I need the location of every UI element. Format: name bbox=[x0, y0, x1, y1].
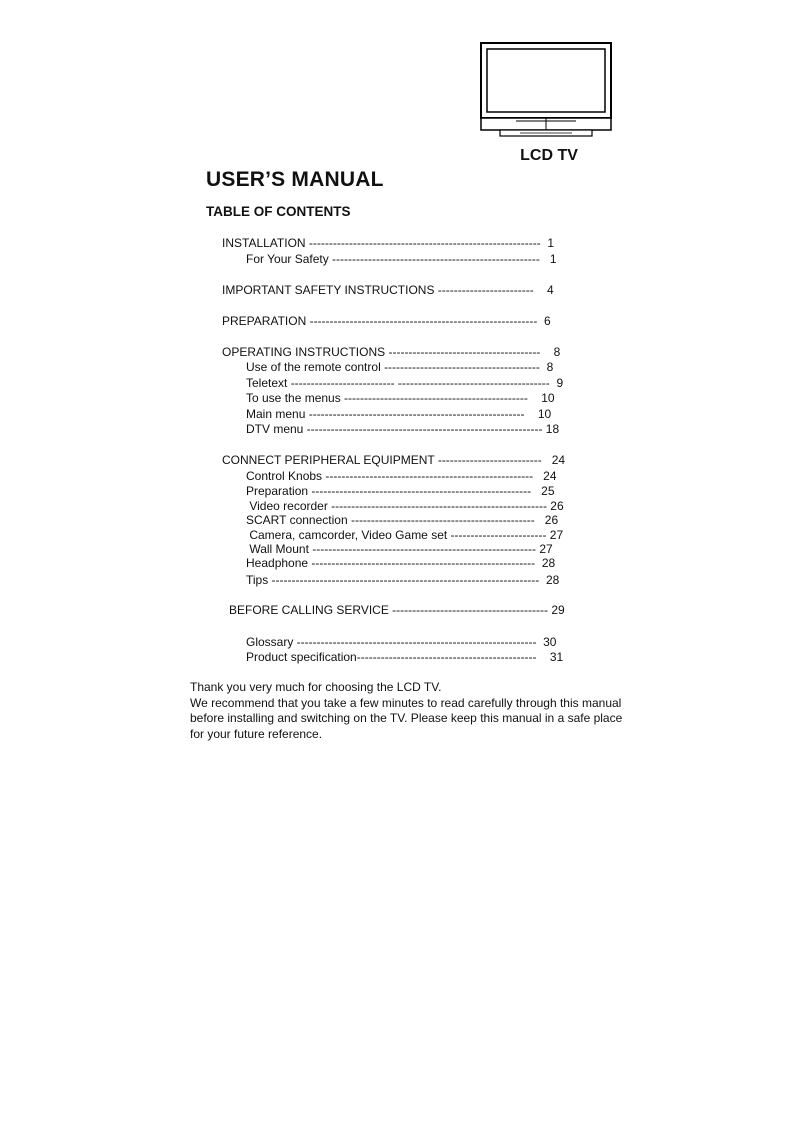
lcd-tv-illustration bbox=[480, 42, 612, 142]
toc-entry-teletext: Teletext -------------------------- -------------------------------------- 9 bbox=[246, 376, 564, 390]
toc-entry-dtv-menu: DTV menu ----------------------------------------------------------- 18 bbox=[246, 422, 560, 436]
toc-entry-control-knobs: Control Knobs ---------------------------------------------------- 24 bbox=[246, 469, 557, 483]
toc-entry-scart-connection: SCART connection ---------------------------------------------- 26 bbox=[246, 513, 559, 527]
toc-entry-glossary: Glossary ------------------------------------------------------------ 30 bbox=[246, 635, 557, 649]
toc-entry-for-your-safety: For Your Safety ---------------------------------------------------- 1 bbox=[246, 252, 557, 266]
toc-entry-tips: Tips ------------------------------------------------------------------- 28 bbox=[246, 573, 560, 587]
toc-entry-main-menu: Main menu ------------------------------------------------------ 10 bbox=[246, 407, 552, 421]
toc-entry-important-safety-instructions: IMPORTANT SAFETY INSTRUCTIONS ------------------------ 4 bbox=[222, 283, 554, 297]
toc-entry-product-specification: Product specification--------------------------------------------- 31 bbox=[246, 650, 564, 664]
intro-line: We recommend that you take a few minutes to read carefully through this manual bbox=[190, 695, 622, 710]
toc-entry-camera-camcorder: Camera, camcorder, Video Game set ------------------------ 27 bbox=[246, 528, 564, 542]
intro-line: before installing and switching on the TV. Please keep this manual in a safe place bbox=[190, 711, 623, 725]
toc-entry-preparation: PREPARATION --------------------------------------------------------- 6 bbox=[222, 314, 551, 328]
intro-paragraph bbox=[190, 680, 650, 742]
toc-entry-connect-peripheral: CONNECT PERIPHERAL EQUIPMENT -------------------------- 24 bbox=[222, 453, 566, 467]
toc-entry-operating-instructions: OPERATING INSTRUCTIONS -------------------------------------- 8 bbox=[222, 345, 561, 359]
toc-entry-installation: INSTALLATION ---------------------------------------------------------- 1 bbox=[222, 236, 555, 250]
product-label: LCD TV bbox=[520, 147, 578, 164]
toc-entry-to-use-the-menus: To use the menus ---------------------------------------------- 10 bbox=[246, 391, 555, 405]
toc-entry-preparation-sub: Preparation ------------------------------------------------------- 25 bbox=[246, 484, 555, 498]
toc-heading: TABLE OF CONTENTS bbox=[206, 204, 351, 219]
page-title: USER’S MANUAL bbox=[206, 168, 384, 191]
intro-line: for your future reference. bbox=[190, 726, 323, 741]
intro-line: Thank you very much for choosing the LCD TV. bbox=[190, 680, 442, 694]
toc-entry-before-calling-service: BEFORE CALLING SERVICE --------------------------------------- 29 bbox=[229, 603, 565, 617]
toc-entry-wall-mount: Wall Mount -------------------------------------------------------- 27 bbox=[246, 542, 553, 556]
toc-entry-remote-control: Use of the remote control --------------------------------------- 8 bbox=[246, 360, 554, 374]
toc-entry-headphone: Headphone -------------------------------------------------------- 28 bbox=[246, 556, 556, 570]
toc-entry-video-recorder: Video recorder ------------------------------------------------------ 26 bbox=[246, 499, 564, 513]
